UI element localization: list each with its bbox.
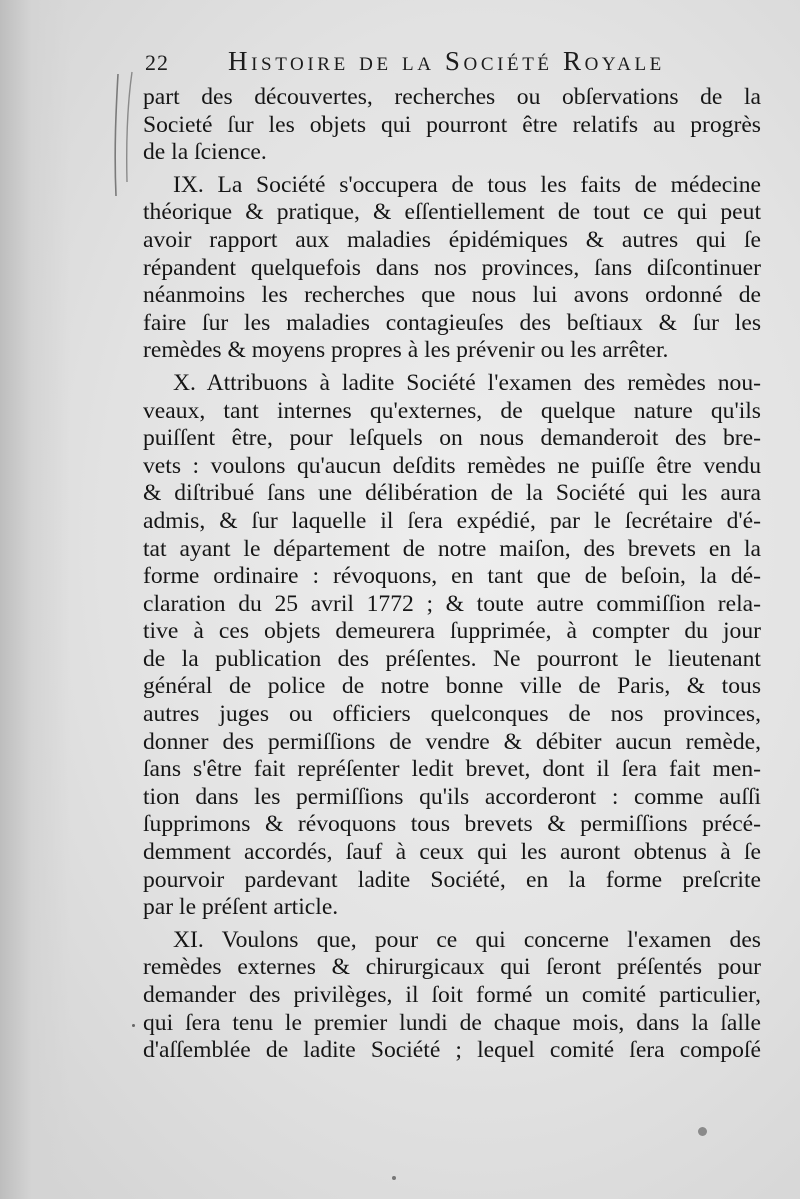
paper-speck [132, 1024, 135, 1027]
text-line: puiſſent être, pour leſquels on nous demanderoit des bre- [143, 425, 761, 452]
text-line: & diſtribué ſans une délibération de la Société qui les aura [143, 480, 761, 507]
paragraph-intro [143, 84, 761, 167]
page-number: 22 [145, 50, 169, 75]
text-line: claration du 25 avril 1772 ; & toute autre commiſſion rela- [143, 590, 761, 617]
text-line: de la publication des préſentes. Ne pourront le lieutenant [143, 645, 761, 672]
text-line: veaux, tant internes qu'externes, de quelque nature qu'ils [143, 397, 761, 424]
running-head: Histoire de la Société Royale [228, 46, 665, 76]
text-line: remèdes externes & chirurgicaux qui ſeront préſentés pour [143, 954, 761, 981]
text-line: faire ſur les maladies contagieuſes des beſtiaux & ſur les [143, 309, 761, 336]
paragraph-article-x [143, 370, 761, 922]
text-line: IX. La Société s'occupera de tous les faits de médecine [173, 171, 761, 198]
paper-speck [392, 1176, 396, 1180]
text-line: d'aſſemblée de ladite Société ; lequel comité ſera compoſé [143, 1037, 761, 1064]
margin-pencil-mark [110, 70, 140, 200]
text-line: néanmoins les recherches que nous lui avons ordonné de [143, 282, 761, 309]
paragraph-article-xi [143, 927, 761, 1065]
text-line: Societé ſur les objets qui pourront être relatifs au progrès [143, 111, 761, 138]
text-line: XI. Voulons que, pour ce qui concerne l'examen des [173, 926, 761, 953]
text-line: avoir rapport aux maladies épidémiques & autres qui ſe [143, 226, 761, 253]
text-line: part des découvertes, recherches ou obſervations de la [143, 84, 761, 110]
text-line: remèdes & moyens propres à les prévenir ou les arrêter. [143, 337, 669, 364]
text-line: X. Attribuons à ladite Société l'examen des remèdes nou- [173, 369, 761, 396]
text-line: donner des permiſſions de vendre & débiter aucun remède, [143, 728, 761, 755]
text-line: autres juges ou officiers quelconques de nos provinces, [143, 701, 761, 728]
text-line: admis, & ſur laquelle il ſera expédié, par le ſecrétaire d'é- [143, 507, 761, 534]
text-line: par le préſent article. [143, 894, 339, 921]
paragraph-article-ix [143, 172, 761, 365]
text-line: demander des privilèges, il ſoit formé un comité particulier, [143, 982, 761, 1008]
text-line: ſans s'être fait repréſenter ledit brevet, dont il ſera fait men- [143, 756, 761, 783]
text-line: forme ordinaire : révoquons, en tant que de beſoin, la dé- [143, 563, 761, 590]
paper-speck [698, 1127, 707, 1136]
text-line: pourvoir pardevant ladite Société, en la forme preſcrite [143, 866, 761, 893]
text-line: tion dans les permiſſions qu'ils accorderont : comme auſſi [143, 783, 761, 810]
text-line: tive à ces objets demeurera ſupprimée, à compter du jour [143, 618, 761, 645]
text-line: répandent quelquefois dans nos provinces, ſans diſcontinuer [143, 254, 761, 281]
text-line: de la ſcience. [143, 139, 267, 166]
text-line: théorique & pratique, & eſſentiellement de tout ce qui peut [143, 199, 761, 226]
text-line: qui ſera tenu le premier lundi de chaque mois, dans la ſalle [143, 1009, 761, 1036]
text-line: vets : voulons qu'aucun deſdits remèdes ne puiſſe être vendu [143, 452, 761, 479]
page-header [145, 46, 765, 78]
page-gutter-shadow [0, 0, 70, 1199]
text-line: général de police de notre bonne ville de Paris, & tous [143, 673, 761, 700]
text-line: tat ayant le département de notre maiſon, des brevets en la [143, 535, 761, 562]
text-line: ſupprimons & révoquons tous brevets & permiſſions précé- [143, 811, 761, 838]
body-text [143, 84, 761, 1070]
text-line: demment accordés, ſauf à ceux qui les auront obtenus à ſe [143, 839, 761, 866]
